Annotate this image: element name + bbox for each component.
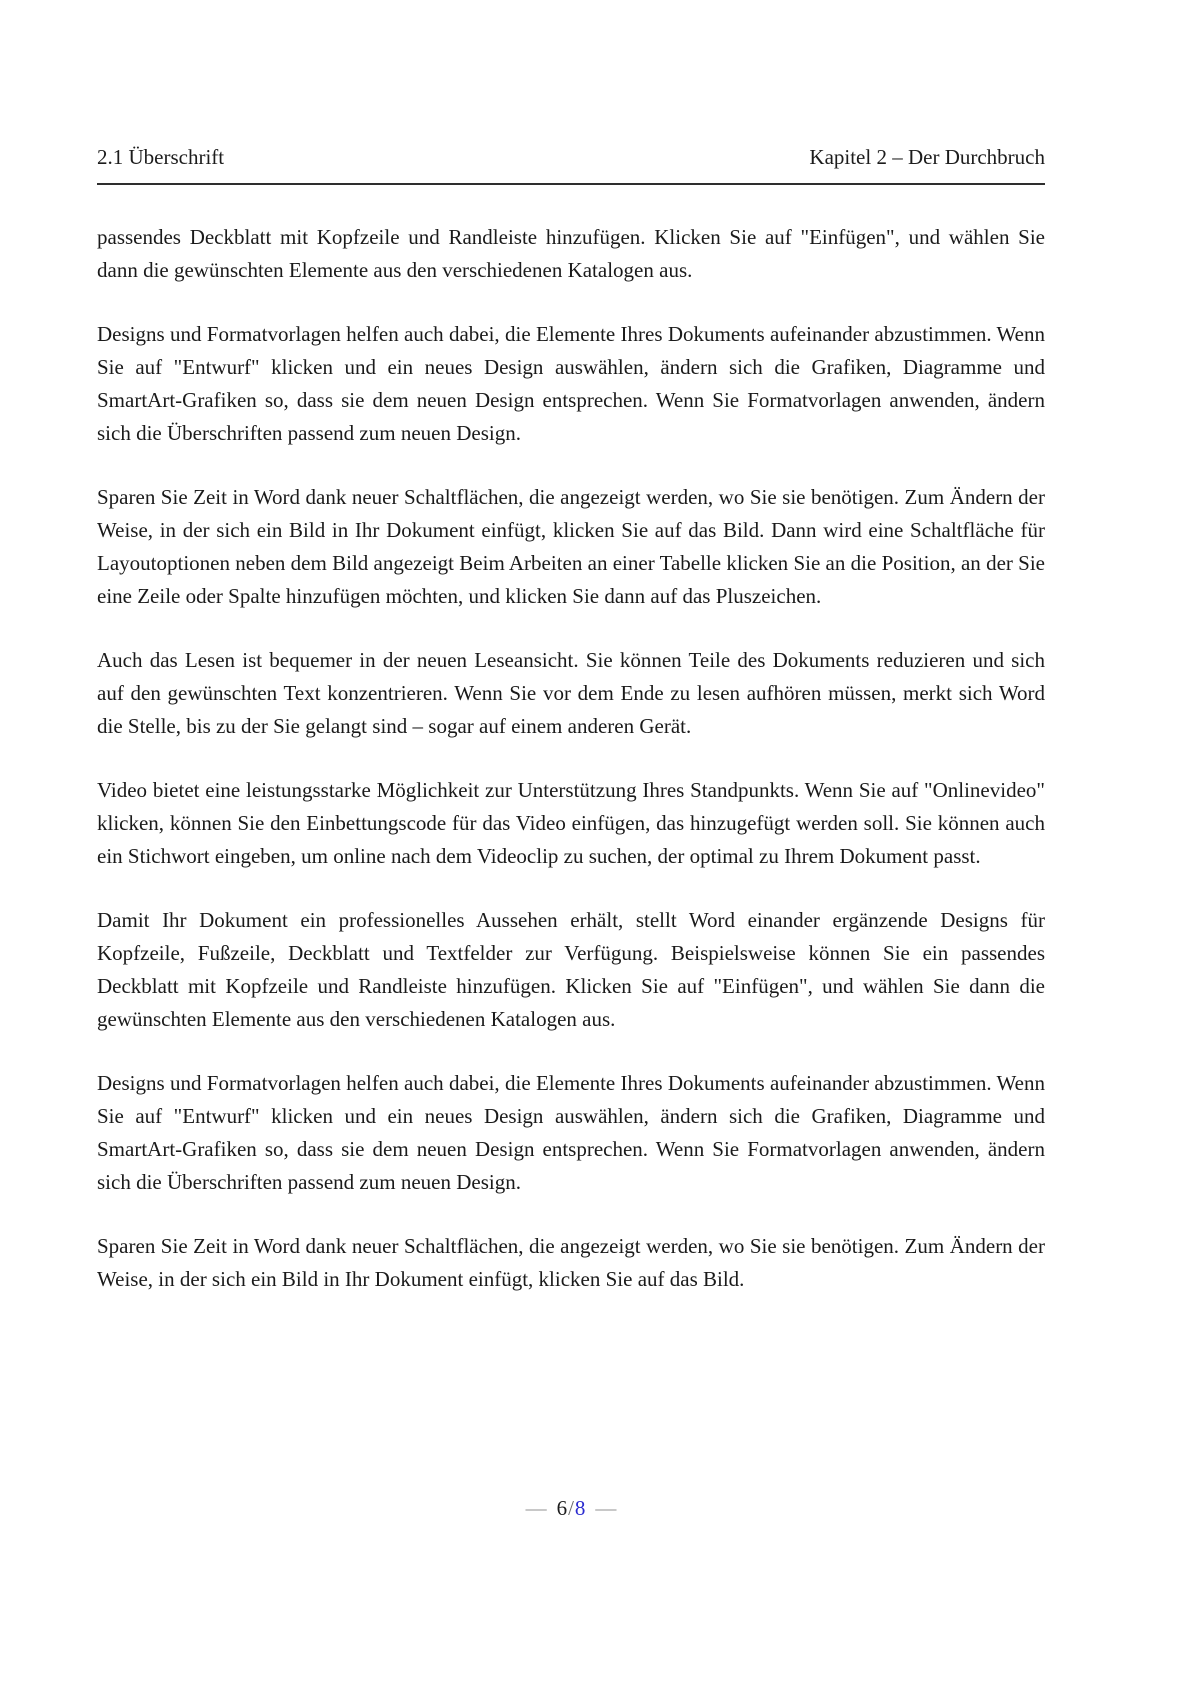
paragraph: Auch das Lesen ist bequemer in der neuen Leseansicht. Sie können Teile des Dokuments reduzieren und sich auf den gewünschten Text konzentrieren. Wenn Sie vor dem Ende zu lesen aufhören müssen, merkt sich Word die Stelle, bis zu der Sie gelangt sind – sogar auf einem anderen Gerät. xyxy=(97,648,1045,738)
footer-dash-left: — xyxy=(525,1496,547,1520)
document-body xyxy=(97,185,1045,1296)
paragraph: Damit Ihr Dokument ein professionelles Aussehen erhält, stellt Word einander ergänzende Designs für Kopfzeile, Fußzeile, Deckblatt und Textfelder zur Verfügung. Beispielsweise können Sie ein passendes Deckblatt mit Kopfzeile und Randleiste hinzufügen. Klicken Sie auf "Einfügen", und wählen Sie dann die gewünschten Elemente aus den verschiedenen Katalogen aus. xyxy=(97,908,1045,1031)
page-footer xyxy=(97,1492,1045,1525)
paragraph: Sparen Sie Zeit in Word dank neuer Schaltflächen, die angezeigt werden, wo Sie sie benötigen. Zum Ändern der Weise, in der sich ein Bild in Ihr Dokument einfügt, klicken Sie auf das Bild. Dann wird eine Schaltfläche für Layoutoptionen neben dem Bild angezeigt Beim Arbeiten an einer Tabelle klicken Sie an die Position, an der Sie eine Zeile oder Spalte hinzufügen möchten, und klicken Sie dann auf das Pluszeichen. xyxy=(97,485,1045,608)
footer-dash-right: — xyxy=(595,1496,617,1520)
paragraph: Designs und Formatvorlagen helfen auch dabei, die Elemente Ihres Dokuments aufeinander abzustimmen. Wenn Sie auf "Entwurf" klicken und ein neues Design auswählen, ändern sich die Grafiken, Diagramme und SmartArt-Grafiken so, dass sie dem neuen Design entsprechen. Wenn Sie Formatvorlagen anwenden, ändern sich die Überschriften passend zum neuen Design. xyxy=(97,1071,1045,1194)
page-header xyxy=(97,141,1045,174)
paragraph: passendes Deckblatt mit Kopfzeile und Randleiste hinzufügen. Klicken Sie auf "Einfügen", und wählen Sie dann die gewünschten Elemente aus den verschiedenen Katalogen aus. xyxy=(97,225,1045,282)
header-section-title: 2.1 Überschrift xyxy=(97,145,225,169)
paragraph: Video bietet eine leistungsstarke Möglichkeit zur Unterstützung Ihres Standpunkts. Wenn Sie auf "Onlinevideo" klicken, können Sie den Einbettungscode für das Video einfügen, das hinzugefügt werden soll. Sie können auch ein Stichwort eingeben, um online nach dem Videoclip zu suchen, der optimal zu Ihrem Dokument passt. xyxy=(97,778,1045,868)
page-separator: / xyxy=(568,1496,574,1520)
current-page-number: 6 xyxy=(556,1496,568,1520)
paragraph: Sparen Sie Zeit in Word dank neuer Schaltflächen, die angezeigt werden, wo Sie sie benötigen. Zum Ändern der Weise, in der sich ein Bild in Ihr Dokument einfügt, klicken Sie auf das Bild. xyxy=(97,1234,1045,1291)
total-pages-link[interactable]: 8 xyxy=(574,1496,586,1520)
header-chapter-title: Kapitel 2 – Der Durchbruch xyxy=(809,145,1045,169)
paragraph: Designs und Formatvorlagen helfen auch dabei, die Elemente Ihres Dokuments aufeinander abzustimmen. Wenn Sie auf "Entwurf" klicken und ein neues Design auswählen, ändern sich die Grafiken, Diagramme und SmartArt-Grafiken so, dass sie dem neuen Design entsprechen. Wenn Sie Formatvorlagen anwenden, ändern sich die Überschriften passend zum neuen Design. xyxy=(97,322,1045,445)
